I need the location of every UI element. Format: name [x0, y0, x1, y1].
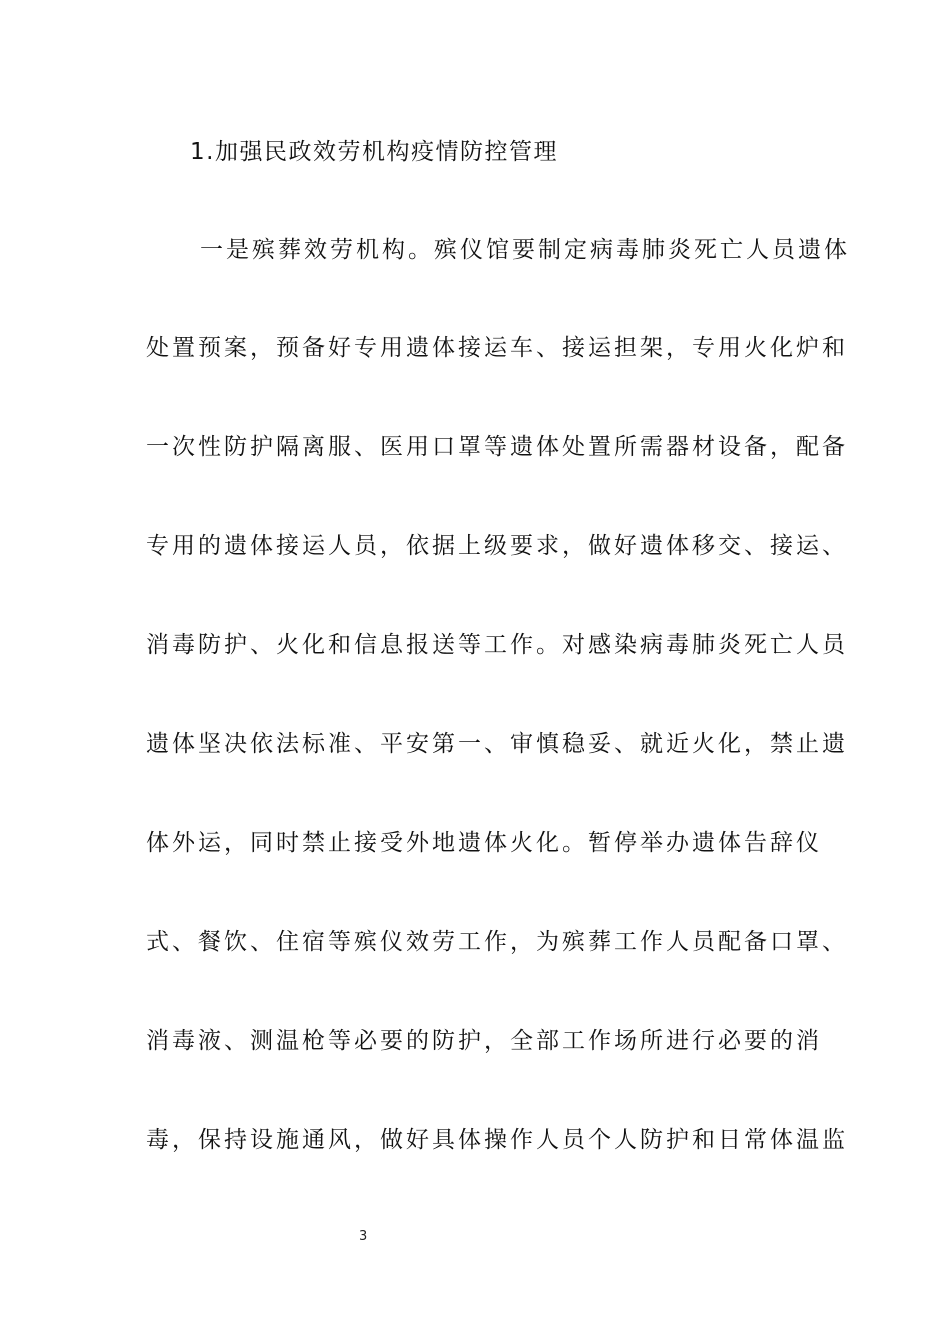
paragraph-line: 一是殡葬效劳机构。殡仪馆要制定病毒肺炎死亡人员遗体 [200, 237, 850, 263]
paragraph-line: 消毒液、测温枪等必要的防护，全部工作场所进行必要的消 [146, 1028, 822, 1054]
paragraph-line: 一次性防护隔离服、医用口罩等遗体处置所需器材设备，配备 [146, 434, 848, 460]
page-number: 3 [359, 1229, 368, 1244]
paragraph-line: 遗体坚决依法标准、平安第一、审慎稳妥、就近火化，禁止遗 [146, 731, 848, 757]
paragraph-line: 消毒防护、火化和信息报送等工作。对感染病毒肺炎死亡人员 [146, 632, 848, 658]
paragraph-line: 专用的遗体接运人员，依据上级要求，做好遗体移交、接运、 [146, 533, 848, 559]
paragraph-line: 处置预案，预备好专用遗体接运车、接运担架，专用火化炉和 [146, 335, 848, 361]
paragraph-line: 式、餐饮、住宿等殡仪效劳工作，为殡葬工作人员配备口罩、 [146, 929, 848, 955]
section-heading: 1.加强民政效劳机构疫情防控管理 [190, 139, 558, 165]
paragraph-line: 体外运，同时禁止接受外地遗体火化。暂停举办遗体告辞仪 [146, 830, 822, 856]
paragraph-line: 毒，保持设施通风，做好具体操作人员个人防护和日常体温监 [146, 1127, 848, 1153]
